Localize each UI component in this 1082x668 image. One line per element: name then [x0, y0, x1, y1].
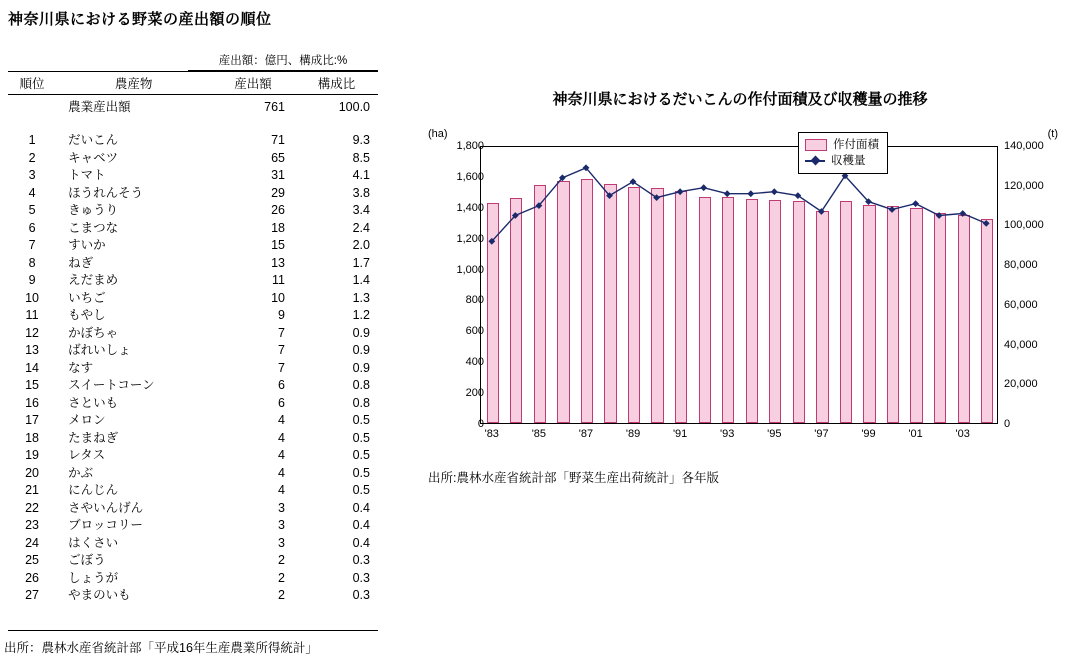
- cell-pct: 2.0: [352, 238, 370, 252]
- cell-pct: 0.3: [352, 553, 370, 567]
- table-row: [8, 499, 378, 517]
- cell-value: 29: [271, 185, 285, 200]
- x-tick: '93: [720, 428, 735, 440]
- cell-value: 26: [271, 203, 285, 217]
- x-tick: '03: [955, 428, 970, 440]
- cell-rank: 3: [28, 168, 36, 182]
- cell-item: いちご: [68, 290, 106, 305]
- table-source: 出所：農林水産省統計部「平成16年生産農業所得統計」: [4, 641, 318, 655]
- cell-pct: 1.2: [352, 308, 370, 322]
- cell-pct: 0.3: [352, 570, 370, 585]
- cell-value: 3: [278, 518, 285, 532]
- table-header-row: [8, 72, 378, 95]
- cell-pct: 0.5: [352, 483, 370, 497]
- cell-pct: 2.4: [352, 220, 370, 235]
- cell-item: ねぎ: [68, 255, 94, 270]
- cell-pct: 3.8: [352, 185, 370, 200]
- cell-value: 4: [278, 430, 285, 445]
- table-row: [8, 429, 378, 447]
- table-row: [8, 482, 378, 500]
- cell-pct: 0.4: [352, 535, 370, 550]
- cell-item: さやいんげん: [68, 500, 144, 515]
- table-row-total: [8, 95, 378, 122]
- cell-rank: 26: [25, 570, 39, 585]
- cell-item: ほうれんそう: [68, 185, 144, 200]
- table-spacer-row: [8, 122, 378, 132]
- cell-item: もやし: [68, 308, 106, 322]
- cell-value: 2: [278, 570, 285, 585]
- x-tick: '99: [861, 428, 876, 440]
- cell-pct: 0.5: [352, 413, 370, 427]
- cell-value: 65: [271, 150, 285, 165]
- cell-rank: 5: [28, 203, 36, 217]
- cell-rank: 18: [25, 430, 39, 445]
- legend-item-yield: [805, 153, 879, 169]
- page-title: 神奈川県における野菜の産出額の順位: [8, 11, 272, 28]
- table-row: [8, 307, 378, 325]
- cell-value: 4: [278, 448, 285, 462]
- cell-item: ばれいしょ: [68, 343, 131, 357]
- cell-item: たまねぎ: [68, 430, 119, 445]
- table-row: [8, 132, 378, 150]
- cell-rank: 15: [25, 378, 39, 392]
- ranking-table-wrapper: [8, 52, 378, 604]
- cell-pct: 0.9: [352, 325, 370, 340]
- table-row: [8, 184, 378, 202]
- cell-rank: 22: [25, 500, 39, 515]
- cell-item: こまつな: [68, 220, 119, 235]
- y-tick-right: 40,000: [1004, 338, 1038, 351]
- cell-rank: 25: [25, 553, 39, 567]
- legend-swatch-icon: [805, 139, 827, 151]
- legend-line-marker-icon: [805, 156, 825, 166]
- chart-title: 神奈川県におけるだいこんの作付面積及び収穫量の推移: [552, 91, 928, 108]
- x-tick: '01: [908, 428, 923, 440]
- total-pct: 100.0: [338, 100, 370, 114]
- cell-item: トマト: [68, 168, 106, 182]
- table-row: [8, 237, 378, 255]
- cell-value: 11: [272, 273, 285, 287]
- cell-pct: 8.5: [352, 150, 370, 165]
- cell-rank: 27: [25, 588, 39, 602]
- axis-unit-left: (ha): [428, 128, 448, 140]
- table-row: [8, 569, 378, 587]
- cell-pct: 0.4: [352, 500, 370, 515]
- cell-value: 4: [278, 413, 285, 427]
- cell-rank: 14: [25, 360, 39, 375]
- cell-item: ブロッコリー: [68, 518, 143, 532]
- cell-rank: 12: [25, 325, 39, 340]
- table-row: [8, 149, 378, 167]
- y-tick-right: 120,000: [1004, 179, 1044, 192]
- cell-value: 18: [271, 220, 285, 235]
- y-tick-left: 600: [465, 325, 484, 338]
- cell-value: 6: [278, 395, 285, 410]
- cell-item: えだまめ: [68, 273, 119, 287]
- table-row: [8, 394, 378, 412]
- table-row: [8, 289, 378, 307]
- cell-item: かぶ: [68, 465, 94, 480]
- table-row: [8, 447, 378, 465]
- table-row: [8, 534, 378, 552]
- cell-value: 13: [271, 255, 285, 270]
- cell-pct: 3.4: [352, 203, 370, 217]
- cell-item: きゅうり: [68, 203, 119, 217]
- x-tick: '95: [767, 428, 782, 440]
- cell-pct: 0.8: [352, 378, 370, 392]
- col-header-pct: 構成比: [295, 72, 378, 95]
- cell-rank: 20: [25, 465, 39, 480]
- cell-item: なす: [68, 360, 94, 375]
- table-body: [8, 95, 378, 605]
- table-row: [8, 219, 378, 237]
- table-row: [8, 342, 378, 360]
- cell-value: 4: [278, 483, 285, 497]
- cell-item: キャベツ: [68, 150, 119, 165]
- y-tick-left: 200: [465, 387, 484, 400]
- table-bottom-rule: [8, 630, 378, 631]
- y-tick-right: 60,000: [1004, 298, 1038, 311]
- cell-value: 6: [278, 378, 285, 392]
- cell-value: 7: [278, 360, 285, 375]
- x-tick: '91: [672, 428, 688, 440]
- y-tick-left: 1,000: [456, 263, 484, 276]
- cell-pct: 1.4: [352, 273, 370, 287]
- cell-item: やまのいも: [68, 588, 131, 602]
- chart-area: [428, 120, 1058, 450]
- cell-value: 10: [271, 290, 285, 305]
- ranking-table: [8, 71, 378, 604]
- y-tick-left: 800: [465, 294, 484, 307]
- total-value: 761: [264, 100, 285, 114]
- cell-value: 2: [278, 588, 285, 602]
- table-row: [8, 272, 378, 290]
- y-tick-right: 0: [1004, 418, 1011, 430]
- cell-item: だいこん: [68, 133, 119, 147]
- y-tick-left: 1,200: [456, 232, 484, 245]
- cell-item: はくさい: [68, 535, 119, 550]
- cell-rank: 17: [25, 413, 39, 427]
- cell-rank: 19: [25, 448, 39, 462]
- col-header-value: 産出額: [211, 72, 295, 95]
- cell-rank: 16: [25, 395, 39, 410]
- cell-rank: 13: [25, 343, 39, 357]
- cell-rank: 1: [28, 133, 36, 147]
- table-row: [8, 587, 378, 605]
- cell-value: 9: [278, 308, 285, 322]
- y-tick-left: 400: [465, 356, 484, 369]
- y-tick-left: 1,800: [456, 140, 484, 152]
- table-row: [8, 324, 378, 342]
- cell-item: レタス: [68, 448, 106, 462]
- cell-value: 15: [271, 238, 285, 252]
- table-unit-note: 産出額：億円、構成比:%: [188, 52, 378, 71]
- cell-pct: 0.4: [352, 518, 370, 532]
- cell-rank: 21: [25, 483, 39, 497]
- x-tick: '87: [578, 428, 594, 440]
- cell-rank: 8: [28, 255, 36, 270]
- cell-item: ごぼう: [68, 553, 106, 567]
- table-row: [8, 377, 378, 395]
- col-header-item: 農産物: [56, 72, 211, 95]
- cell-pct: 0.5: [352, 465, 370, 480]
- x-tick: '97: [814, 428, 829, 440]
- y-tick-right: 140,000: [1004, 140, 1044, 152]
- x-tick: '85: [531, 428, 547, 440]
- cell-value: 7: [278, 343, 285, 357]
- table-row: [8, 359, 378, 377]
- cell-pct: 0.3: [352, 588, 370, 602]
- cell-rank: 7: [28, 238, 36, 252]
- line-series: [480, 146, 998, 424]
- cell-item: かぼちゃ: [68, 325, 119, 340]
- y-tick-left: 0: [477, 418, 484, 430]
- cell-rank: 9: [28, 273, 36, 287]
- cell-pct: 0.9: [352, 360, 370, 375]
- cell-value: 31: [271, 168, 285, 182]
- y-tick-right: 80,000: [1004, 259, 1038, 272]
- legend-item-area: [805, 137, 879, 153]
- cell-value: 4: [278, 465, 285, 480]
- cell-item: スイートコーン: [68, 378, 155, 392]
- cell-item: さといも: [68, 395, 119, 410]
- cell-item: メロン: [68, 413, 106, 427]
- table-row: [8, 167, 378, 185]
- legend-label-yield: 収穫量: [831, 155, 866, 167]
- cell-rank: 24: [25, 535, 39, 550]
- cell-value: 7: [278, 325, 285, 340]
- cell-pct: 1.3: [352, 290, 370, 305]
- cell-pct: 0.9: [352, 343, 370, 357]
- cell-pct: 1.7: [352, 255, 370, 270]
- axis-unit-right: (t): [1047, 128, 1058, 140]
- total-label: 農業産出額: [68, 100, 131, 114]
- col-header-rank: 順位: [8, 72, 56, 95]
- cell-rank: 10: [25, 290, 39, 305]
- cell-rank: 4: [28, 185, 36, 200]
- chart-source: 出所:農林水産省統計部「野菜生産出荷統計」各年版: [428, 471, 719, 485]
- cell-pct: 4.1: [352, 168, 370, 182]
- table-row: [8, 517, 378, 535]
- chart-legend: [798, 132, 888, 174]
- cell-item: しょうが: [68, 570, 119, 585]
- cell-rank: 2: [28, 150, 36, 165]
- cell-pct: 0.5: [352, 430, 370, 445]
- cell-pct: 9.3: [352, 133, 370, 147]
- legend-label-area: 作付面積: [833, 139, 879, 151]
- cell-value: 71: [271, 133, 285, 147]
- cell-value: 2: [278, 553, 285, 567]
- table-row: [8, 552, 378, 570]
- x-tick: '83: [484, 428, 499, 440]
- cell-value: 3: [278, 500, 285, 515]
- cell-rank: 11: [25, 308, 39, 322]
- cell-value: 3: [278, 535, 285, 550]
- table-row: [8, 202, 378, 220]
- cell-item: すいか: [68, 238, 106, 252]
- cell-rank: 23: [25, 518, 39, 532]
- table-row: [8, 464, 378, 482]
- table-row: [8, 412, 378, 430]
- cell-rank: 6: [28, 220, 36, 235]
- cell-pct: 0.8: [352, 395, 370, 410]
- x-tick: '89: [625, 428, 641, 440]
- y-tick-right: 100,000: [1004, 219, 1044, 232]
- y-tick-left: 1,400: [456, 201, 484, 214]
- cell-item: にんじん: [68, 483, 119, 497]
- y-tick-right: 20,000: [1004, 378, 1038, 391]
- table-row: [8, 254, 378, 272]
- y-tick-left: 1,600: [456, 170, 484, 183]
- cell-pct: 0.5: [352, 448, 370, 462]
